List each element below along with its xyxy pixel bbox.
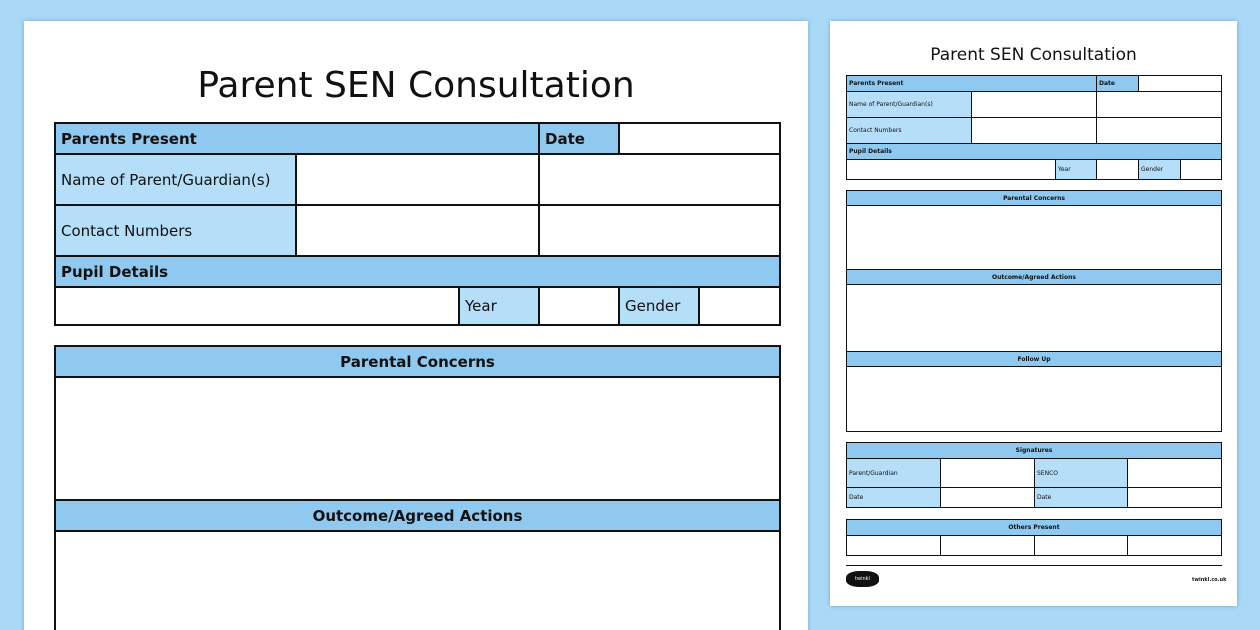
contact-numbers-field[interactable] [295, 204, 540, 257]
thumbnail-title: Parent SEN Consultation [930, 45, 1137, 65]
thumb-outcome-field [846, 284, 1222, 352]
document-page-large [24, 21, 808, 630]
thumb-follow-up-header: Follow Up [846, 351, 1222, 367]
thumb-others-field-4 [1127, 535, 1222, 556]
page-title: Parent SEN Consultation [197, 65, 635, 106]
thumb-signatures-header: Signatures [846, 442, 1222, 459]
thumb-parent-guardian-field [940, 458, 1035, 488]
thumb-parental-concerns-field [846, 205, 1222, 270]
name-of-parent-field-2[interactable] [538, 153, 781, 206]
thumb-parents-present-header: Parents Present [846, 75, 1097, 92]
thumb-contact-field-2 [1096, 117, 1222, 144]
thumb-others-present-header: Others Present [846, 519, 1222, 536]
thumb-outcome-header: Outcome/Agreed Actions [846, 269, 1222, 285]
thumb-gender-field [1180, 159, 1222, 180]
thumb-date-header: Date [1096, 75, 1139, 92]
date-field[interactable] [618, 122, 781, 155]
thumb-name-field [971, 91, 1097, 118]
thumb-pupil-name-field [846, 159, 1056, 180]
thumb-parent-guardian-label: Parent/Guardian [846, 458, 941, 488]
thumb-parental-concerns-header: Parental Concerns [846, 190, 1222, 206]
thumb-date-label-1: Date [846, 487, 941, 508]
footer-divider [846, 565, 1222, 566]
contact-numbers-label: Contact Numbers [54, 204, 297, 257]
thumb-contact-field [971, 117, 1097, 144]
thumb-others-field-1 [846, 535, 941, 556]
parental-concerns-header: Parental Concerns [54, 345, 781, 378]
name-of-parent-label: Name of Parent/Guardian(s) [54, 153, 297, 206]
outcome-agreed-actions-header: Outcome/Agreed Actions [54, 499, 781, 532]
year-label: Year [458, 286, 540, 326]
contact-numbers-field-2[interactable] [538, 204, 781, 257]
thumb-senco-label: SENCO [1034, 458, 1128, 488]
thumb-year-label: Year [1055, 159, 1097, 180]
thumb-date-field-1 [940, 487, 1035, 508]
outcome-agreed-actions-field[interactable] [54, 530, 781, 630]
thumb-name-label: Name of Parent/Guardian(s) [846, 91, 972, 118]
thumb-contact-label: Contact Numbers [846, 117, 972, 144]
thumb-date-field [1138, 75, 1222, 92]
year-field[interactable] [538, 286, 620, 326]
thumb-pupil-details-header: Pupil Details [846, 143, 1222, 160]
thumb-senco-field [1127, 458, 1222, 488]
pupil-name-field[interactable] [54, 286, 460, 326]
thumb-name-field-2 [1096, 91, 1222, 118]
document-page-thumbnail [830, 21, 1237, 606]
thumb-others-field-2 [940, 535, 1035, 556]
date-header: Date [538, 122, 620, 155]
gender-label: Gender [618, 286, 700, 326]
thumb-others-field-3 [1034, 535, 1128, 556]
thumb-date-label-2: Date [1034, 487, 1128, 508]
name-of-parent-field[interactable] [295, 153, 540, 206]
gender-field[interactable] [698, 286, 781, 326]
thumb-follow-up-field [846, 366, 1222, 432]
thumb-year-field [1096, 159, 1139, 180]
thumb-gender-label: Gender [1138, 159, 1181, 180]
footer-site: twinkl.co.uk [1192, 577, 1227, 583]
thumb-date-field-2 [1127, 487, 1222, 508]
twinkl-logo: twinkl [846, 571, 879, 587]
pupil-details-header: Pupil Details [54, 255, 781, 288]
parental-concerns-field[interactable] [54, 376, 781, 501]
parents-present-header: Parents Present [54, 122, 540, 155]
